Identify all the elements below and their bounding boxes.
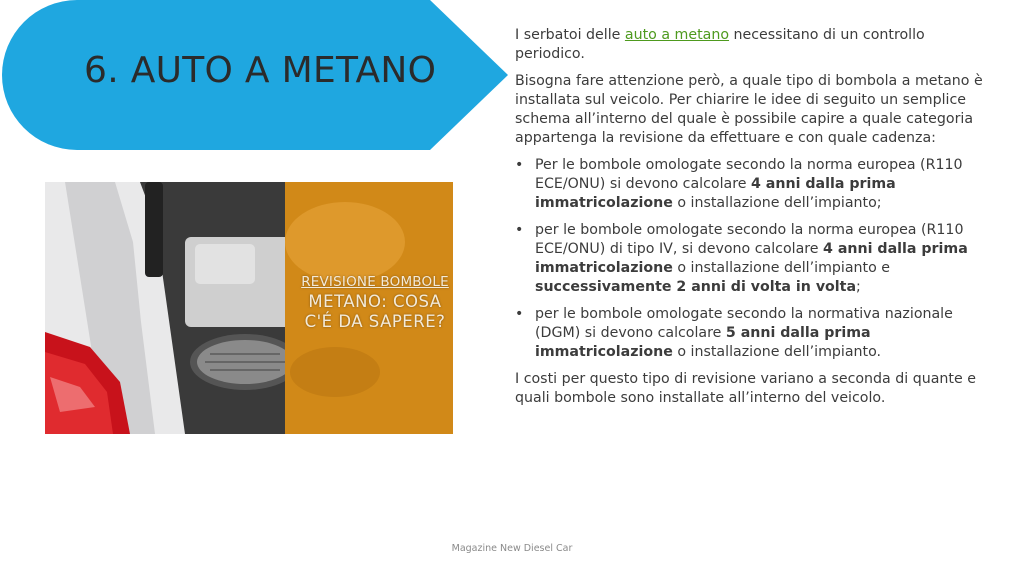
list-item [515,221,985,297]
intro-paragraph [515,26,985,64]
explanation-paragraph: Bisogna fare attenzione però, a quale tipo di bombola a metano è installata sul veicolo. Per chiarire le idee di seguito un semplice schema all’interno del quale è possibile capire a quale categoria appartenga la revisione da effettuare e con quale cadenza: [515,73,983,146]
list-item-bold: 5 anni dalla prima immatricolazione [535,325,871,360]
bullet-icon: • [515,222,524,238]
list-item-text: per le bombole omologate secondo la norma europea (R110 ECE/ONU) di tipo IV, si devono calcolare [535,222,964,257]
footer-text: Magazine New Diesel Car [451,543,573,554]
list-item-text: per le bombole omologate secondo la normativa nazionale (DGM) si devono calcolare [535,306,953,341]
list-item [515,156,985,213]
list-item-text: o installazione dell’impianto e [672,260,891,276]
list-item-bold: 4 anni dalla prima immatricolazione [535,241,968,276]
metano-cars-link[interactable]: auto a metano [624,27,730,43]
list-item-text: Per le bombole omologate secondo la norma europea (R110 ECE/ONU) si devono calcolare [535,157,963,192]
slide-title: 6. AUTO A METANO [84,50,437,91]
revision-list [515,156,985,362]
intro-text-start: I serbatoi delle [515,27,625,43]
list-item-text: o installazione dell’impianto; [672,195,882,211]
list-item-text: o installazione dell’impianto. [672,344,882,360]
body-content [515,26,985,416]
car-trunk-photo [45,182,453,434]
photo-caption [295,272,453,332]
list-item-bold: 4 anni dalla prima immatricolazione [535,176,896,211]
photo-caption-line-2: METANO: COSA [308,292,442,311]
list-item-bold: successivamente 2 anni di volta in volta [535,279,857,295]
list-item-text: ; [856,279,861,295]
bullet-icon: • [515,157,524,173]
bullet-icon: • [515,306,524,322]
intro-text-end: necessitano di un controllo periodico. [515,27,925,62]
photo-caption-line-3: C'É DA SAPERE? [304,312,446,331]
costs-paragraph: I costi per questo tipo di revisione variano a seconda di quante e quali bombole sono installate all’interno del veicolo. [515,371,976,406]
list-item [515,305,985,362]
photo-caption-line-1: REVISIONE BOMBOLE [301,274,449,290]
